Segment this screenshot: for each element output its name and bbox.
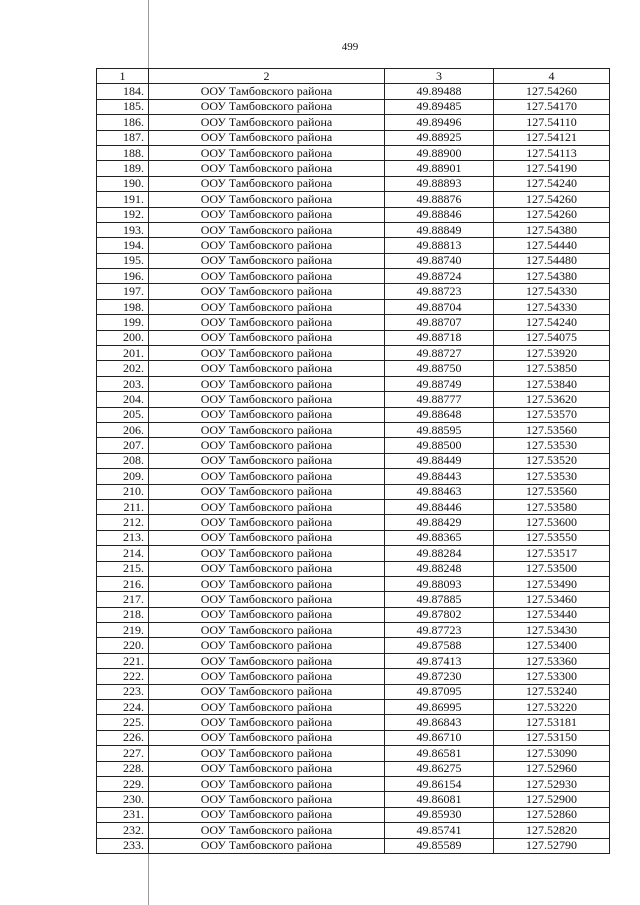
table-row xyxy=(97,269,610,284)
longitude-value: 127.52900 xyxy=(494,792,610,807)
row-number: 208. xyxy=(97,453,149,468)
longitude-value: 127.54440 xyxy=(494,238,610,253)
latitude-value: 49.87095 xyxy=(385,684,494,699)
latitude-value: 49.87230 xyxy=(385,669,494,684)
object-name: ООУ Тамбовского района xyxy=(149,453,385,468)
table-row xyxy=(97,253,610,268)
table-row xyxy=(97,361,610,376)
longitude-value: 127.53360 xyxy=(494,653,610,668)
table-row xyxy=(97,684,610,699)
table-row xyxy=(97,761,610,776)
row-number: 214. xyxy=(97,546,149,561)
object-name: ООУ Тамбовского района xyxy=(149,376,385,391)
table-row xyxy=(97,730,610,745)
longitude-value: 127.53530 xyxy=(494,438,610,453)
object-name: ООУ Тамбовского района xyxy=(149,807,385,822)
object-name: ООУ Тамбовского района xyxy=(149,253,385,268)
object-name: ООУ Тамбовского района xyxy=(149,669,385,684)
row-number: 204. xyxy=(97,392,149,407)
row-number: 192. xyxy=(97,207,149,222)
latitude-value: 49.87413 xyxy=(385,653,494,668)
longitude-value: 127.54260 xyxy=(494,84,610,99)
object-name: ООУ Тамбовского района xyxy=(149,576,385,591)
longitude-value: 127.53300 xyxy=(494,669,610,684)
table-row xyxy=(97,700,610,715)
latitude-value: 49.88777 xyxy=(385,392,494,407)
table-row xyxy=(97,807,610,822)
longitude-value: 127.53620 xyxy=(494,392,610,407)
object-name: ООУ Тамбовского района xyxy=(149,222,385,237)
longitude-value: 127.53150 xyxy=(494,730,610,745)
latitude-value: 49.86581 xyxy=(385,746,494,761)
longitude-value: 127.53240 xyxy=(494,684,610,699)
row-number: 198. xyxy=(97,299,149,314)
row-number: 184. xyxy=(97,84,149,99)
latitude-value: 49.88813 xyxy=(385,238,494,253)
longitude-value: 127.53840 xyxy=(494,376,610,391)
row-number: 233. xyxy=(97,838,149,853)
latitude-value: 49.87885 xyxy=(385,592,494,607)
row-number: 226. xyxy=(97,730,149,745)
row-number: 212. xyxy=(97,515,149,530)
table-row xyxy=(97,284,610,299)
longitude-value: 127.53220 xyxy=(494,700,610,715)
row-number: 218. xyxy=(97,607,149,622)
latitude-value: 49.88500 xyxy=(385,438,494,453)
object-name: ООУ Тамбовского района xyxy=(149,130,385,145)
latitude-value: 49.88284 xyxy=(385,546,494,561)
latitude-value: 49.86154 xyxy=(385,776,494,791)
table-row xyxy=(97,299,610,314)
longitude-value: 127.52820 xyxy=(494,823,610,838)
longitude-value: 127.53560 xyxy=(494,422,610,437)
row-number: 209. xyxy=(97,469,149,484)
object-name: ООУ Тамбовского района xyxy=(149,330,385,345)
object-name: ООУ Тамбовского района xyxy=(149,715,385,730)
table-row xyxy=(97,469,610,484)
object-name: ООУ Тамбовского района xyxy=(149,192,385,207)
longitude-value: 127.53090 xyxy=(494,746,610,761)
object-name: ООУ Тамбовского района xyxy=(149,84,385,99)
object-name: ООУ Тамбовского района xyxy=(149,392,385,407)
object-name: ООУ Тамбовского района xyxy=(149,115,385,130)
longitude-value: 127.53460 xyxy=(494,592,610,607)
table-row xyxy=(97,407,610,422)
object-name: ООУ Тамбовского района xyxy=(149,207,385,222)
column-header-4: 4 xyxy=(494,69,610,84)
longitude-value: 127.52860 xyxy=(494,807,610,822)
object-name: ООУ Тамбовского района xyxy=(149,361,385,376)
latitude-value: 49.89496 xyxy=(385,115,494,130)
row-number: 189. xyxy=(97,161,149,176)
longitude-value: 127.52790 xyxy=(494,838,610,853)
longitude-value: 127.53181 xyxy=(494,715,610,730)
row-number: 205. xyxy=(97,407,149,422)
row-number: 213. xyxy=(97,530,149,545)
longitude-value: 127.53570 xyxy=(494,407,610,422)
row-number: 224. xyxy=(97,700,149,715)
object-name: ООУ Тамбовского района xyxy=(149,746,385,761)
row-number: 201. xyxy=(97,346,149,361)
object-name: ООУ Тамбовского района xyxy=(149,700,385,715)
latitude-value: 49.86275 xyxy=(385,761,494,776)
longitude-value: 127.53550 xyxy=(494,530,610,545)
latitude-value: 49.88718 xyxy=(385,330,494,345)
table-row xyxy=(97,546,610,561)
table-row xyxy=(97,607,610,622)
longitude-value: 127.53520 xyxy=(494,453,610,468)
longitude-value: 127.53517 xyxy=(494,546,610,561)
longitude-value: 127.54075 xyxy=(494,330,610,345)
object-name: ООУ Тамбовского района xyxy=(149,607,385,622)
object-name: ООУ Тамбовского района xyxy=(149,561,385,576)
table-row xyxy=(97,392,610,407)
object-name: ООУ Тамбовского района xyxy=(149,792,385,807)
latitude-value: 49.85589 xyxy=(385,838,494,853)
column-header-3: 3 xyxy=(385,69,494,84)
latitude-value: 49.88463 xyxy=(385,484,494,499)
longitude-value: 127.54190 xyxy=(494,161,610,176)
object-name: ООУ Тамбовского района xyxy=(149,499,385,514)
table-row xyxy=(97,823,610,838)
latitude-value: 49.88707 xyxy=(385,315,494,330)
row-number: 210. xyxy=(97,484,149,499)
row-number: 207. xyxy=(97,438,149,453)
latitude-value: 49.85741 xyxy=(385,823,494,838)
table-row xyxy=(97,376,610,391)
row-number: 230. xyxy=(97,792,149,807)
table-row xyxy=(97,315,610,330)
row-number: 194. xyxy=(97,238,149,253)
table-row xyxy=(97,669,610,684)
longitude-value: 127.53850 xyxy=(494,361,610,376)
object-name: ООУ Тамбовского района xyxy=(149,145,385,160)
table-row xyxy=(97,115,610,130)
table-row xyxy=(97,161,610,176)
row-number: 202. xyxy=(97,361,149,376)
table-row xyxy=(97,438,610,453)
longitude-value: 127.53580 xyxy=(494,499,610,514)
object-name: ООУ Тамбовского района xyxy=(149,176,385,191)
longitude-value: 127.53430 xyxy=(494,623,610,638)
object-name: ООУ Тамбовского района xyxy=(149,623,385,638)
latitude-value: 49.87588 xyxy=(385,638,494,653)
row-number: 221. xyxy=(97,653,149,668)
latitude-value: 49.88446 xyxy=(385,499,494,514)
object-name: ООУ Тамбовского района xyxy=(149,269,385,284)
row-number: 195. xyxy=(97,253,149,268)
row-number: 231. xyxy=(97,807,149,822)
latitude-value: 49.88093 xyxy=(385,576,494,591)
table-row xyxy=(97,715,610,730)
latitude-value: 49.88429 xyxy=(385,515,494,530)
latitude-value: 49.88893 xyxy=(385,176,494,191)
object-name: ООУ Тамбовского района xyxy=(149,546,385,561)
table-row xyxy=(97,176,610,191)
latitude-value: 49.88724 xyxy=(385,269,494,284)
row-number: 200. xyxy=(97,330,149,345)
longitude-value: 127.53600 xyxy=(494,515,610,530)
object-name: ООУ Тамбовского района xyxy=(149,161,385,176)
table-header-row xyxy=(97,69,610,84)
object-name: ООУ Тамбовского района xyxy=(149,684,385,699)
longitude-value: 127.54480 xyxy=(494,253,610,268)
table-row xyxy=(97,330,610,345)
row-number: 199. xyxy=(97,315,149,330)
row-number: 203. xyxy=(97,376,149,391)
row-number: 206. xyxy=(97,422,149,437)
latitude-value: 49.88900 xyxy=(385,145,494,160)
row-number: 215. xyxy=(97,561,149,576)
table-row xyxy=(97,238,610,253)
object-name: ООУ Тамбовского района xyxy=(149,438,385,453)
latitude-value: 49.88595 xyxy=(385,422,494,437)
column-header-1: 1 xyxy=(97,69,149,84)
row-number: 229. xyxy=(97,776,149,791)
longitude-value: 127.54110 xyxy=(494,115,610,130)
longitude-value: 127.54380 xyxy=(494,222,610,237)
object-name: ООУ Тамбовского района xyxy=(149,422,385,437)
latitude-value: 49.86843 xyxy=(385,715,494,730)
row-number: 196. xyxy=(97,269,149,284)
page-number: 499 xyxy=(341,41,359,53)
longitude-value: 127.54240 xyxy=(494,176,610,191)
object-name: ООУ Тамбовского района xyxy=(149,823,385,838)
latitude-value: 49.85930 xyxy=(385,807,494,822)
row-number: 217. xyxy=(97,592,149,607)
object-name: ООУ Тамбовского района xyxy=(149,838,385,853)
longitude-value: 127.54113 xyxy=(494,145,610,160)
table-row xyxy=(97,192,610,207)
longitude-value: 127.52960 xyxy=(494,761,610,776)
latitude-value: 49.88723 xyxy=(385,284,494,299)
object-name: ООУ Тамбовского района xyxy=(149,776,385,791)
object-name: ООУ Тамбовского района xyxy=(149,653,385,668)
latitude-value: 49.88901 xyxy=(385,161,494,176)
object-name: ООУ Тамбовского района xyxy=(149,761,385,776)
table-row xyxy=(97,776,610,791)
object-name: ООУ Тамбовского района xyxy=(149,407,385,422)
object-name: ООУ Тамбовского района xyxy=(149,530,385,545)
object-name: ООУ Тамбовского района xyxy=(149,592,385,607)
row-number: 232. xyxy=(97,823,149,838)
latitude-value: 49.87802 xyxy=(385,607,494,622)
table-row xyxy=(97,422,610,437)
object-name: ООУ Тамбовского района xyxy=(149,315,385,330)
latitude-value: 49.88740 xyxy=(385,253,494,268)
latitude-value: 49.88449 xyxy=(385,453,494,468)
table-row xyxy=(97,99,610,114)
object-name: ООУ Тамбовского района xyxy=(149,515,385,530)
row-number: 211. xyxy=(97,499,149,514)
latitude-value: 49.88750 xyxy=(385,361,494,376)
object-name: ООУ Тамбовского района xyxy=(149,638,385,653)
longitude-value: 127.54260 xyxy=(494,207,610,222)
table-row xyxy=(97,453,610,468)
longitude-value: 127.54330 xyxy=(494,299,610,314)
table-row xyxy=(97,638,610,653)
table-row xyxy=(97,576,610,591)
object-name: ООУ Тамбовского района xyxy=(149,284,385,299)
longitude-value: 127.53400 xyxy=(494,638,610,653)
row-number: 193. xyxy=(97,222,149,237)
table-row xyxy=(97,592,610,607)
coordinates-table xyxy=(96,68,610,854)
latitude-value: 49.89485 xyxy=(385,99,494,114)
table-row xyxy=(97,623,610,638)
table-row xyxy=(97,84,610,99)
longitude-value: 127.53500 xyxy=(494,561,610,576)
longitude-value: 127.53440 xyxy=(494,607,610,622)
longitude-value: 127.54330 xyxy=(494,284,610,299)
row-number: 223. xyxy=(97,684,149,699)
row-number: 222. xyxy=(97,669,149,684)
object-name: ООУ Тамбовского района xyxy=(149,299,385,314)
row-number: 197. xyxy=(97,284,149,299)
row-number: 191. xyxy=(97,192,149,207)
table-body xyxy=(97,84,610,854)
table-row xyxy=(97,145,610,160)
object-name: ООУ Тамбовского района xyxy=(149,484,385,499)
latitude-value: 49.88443 xyxy=(385,469,494,484)
longitude-value: 127.54380 xyxy=(494,269,610,284)
latitude-value: 49.88846 xyxy=(385,207,494,222)
table-row xyxy=(97,653,610,668)
longitude-value: 127.53530 xyxy=(494,469,610,484)
row-number: 220. xyxy=(97,638,149,653)
longitude-value: 127.54240 xyxy=(494,315,610,330)
table-row xyxy=(97,346,610,361)
row-number: 219. xyxy=(97,623,149,638)
column-header-2: 2 xyxy=(149,69,385,84)
longitude-value: 127.54170 xyxy=(494,99,610,114)
object-name: ООУ Тамбовского района xyxy=(149,469,385,484)
table-row xyxy=(97,515,610,530)
latitude-value: 49.88704 xyxy=(385,299,494,314)
longitude-value: 127.54121 xyxy=(494,130,610,145)
table-row xyxy=(97,746,610,761)
latitude-value: 49.88849 xyxy=(385,222,494,237)
table-row xyxy=(97,530,610,545)
latitude-value: 49.88648 xyxy=(385,407,494,422)
table-row xyxy=(97,561,610,576)
row-number: 216. xyxy=(97,576,149,591)
row-number: 187. xyxy=(97,130,149,145)
row-number: 185. xyxy=(97,99,149,114)
row-number: 190. xyxy=(97,176,149,191)
latitude-value: 49.88248 xyxy=(385,561,494,576)
latitude-value: 49.87723 xyxy=(385,623,494,638)
object-name: ООУ Тамбовского района xyxy=(149,346,385,361)
latitude-value: 49.88925 xyxy=(385,130,494,145)
row-number: 225. xyxy=(97,715,149,730)
row-number: 228. xyxy=(97,761,149,776)
row-number: 186. xyxy=(97,115,149,130)
longitude-value: 127.54260 xyxy=(494,192,610,207)
table-row xyxy=(97,207,610,222)
latitude-value: 49.86710 xyxy=(385,730,494,745)
latitude-value: 49.88749 xyxy=(385,376,494,391)
latitude-value: 49.88365 xyxy=(385,530,494,545)
longitude-value: 127.53560 xyxy=(494,484,610,499)
longitude-value: 127.52930 xyxy=(494,776,610,791)
latitude-value: 49.88876 xyxy=(385,192,494,207)
table-row xyxy=(97,499,610,514)
longitude-value: 127.53920 xyxy=(494,346,610,361)
latitude-value: 49.89488 xyxy=(385,84,494,99)
table-row xyxy=(97,484,610,499)
table-row xyxy=(97,838,610,853)
row-number: 188. xyxy=(97,145,149,160)
table-row xyxy=(97,792,610,807)
longitude-value: 127.53490 xyxy=(494,576,610,591)
latitude-value: 49.86081 xyxy=(385,792,494,807)
object-name: ООУ Тамбовского района xyxy=(149,99,385,114)
table-row xyxy=(97,222,610,237)
table-row xyxy=(97,130,610,145)
object-name: ООУ Тамбовского района xyxy=(149,730,385,745)
latitude-value: 49.86995 xyxy=(385,700,494,715)
object-name: ООУ Тамбовского района xyxy=(149,238,385,253)
row-number: 227. xyxy=(97,746,149,761)
latitude-value: 49.88727 xyxy=(385,346,494,361)
